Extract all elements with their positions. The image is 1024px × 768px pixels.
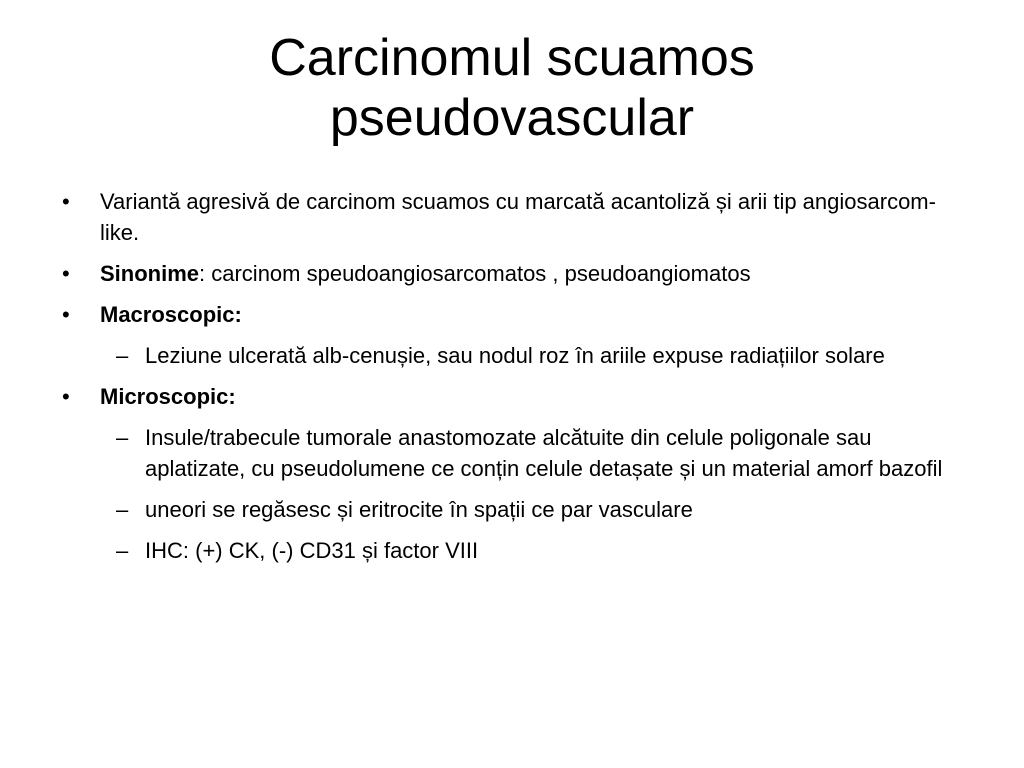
bullet-macroscopic: [60, 299, 960, 330]
slide-title-line2: pseudovascular: [329, 89, 695, 147]
sub-bullet-text: Leziune ulcerată alb-cenușie, sau nodul roz în ariile expuse radiațiilor solare: [145, 343, 885, 368]
sub-bullet-microscopic-2: [60, 494, 960, 525]
bullet-marker: •: [62, 261, 70, 286]
bullet-sinonime-text: : carcinom speudoangiosarcomatos , pseudoangiomatos: [199, 261, 751, 286]
dash-marker: –: [116, 497, 129, 522]
bullet-macroscopic-label: Macroscopic:: [100, 302, 242, 327]
sub-bullet-text: Insule/trabecule tumorale anastomozate alcătuite din celule poligonale sau aplatizate, cu pseudolumene ce conțin celule detașate și un material amorf bazofil: [145, 425, 943, 481]
bullet-sinonime: [60, 258, 960, 289]
bullet-marker: •: [62, 384, 70, 409]
dash-marker: –: [116, 425, 129, 450]
bullet-microscopic-label: Microscopic:: [100, 384, 236, 409]
sub-bullet-macroscopic-1: [60, 340, 960, 371]
dash-marker: –: [116, 538, 129, 563]
bullet-marker: •: [62, 302, 70, 327]
sub-bullet-text: IHC: (+) CK, (-) CD31 și factor VIII: [145, 538, 479, 563]
slide-content: [60, 186, 960, 576]
sub-bullet-microscopic-1: [60, 422, 960, 484]
slide-title-line1: Carcinomul scuamos: [269, 29, 755, 87]
slide-title: [60, 28, 964, 148]
bullet-variant: [60, 186, 960, 248]
sub-bullet-text: uneori se regăsesc și eritrocite în spații ce par vasculare: [145, 497, 693, 522]
bullet-sinonime-label: Sinonime: [100, 261, 200, 286]
sub-bullet-microscopic-3: [60, 535, 960, 566]
bullet-microscopic: [60, 381, 960, 412]
dash-marker: –: [116, 343, 129, 368]
bullet-variant-text: Variantă agresivă de carcinom scuamos cu marcată acantoliză și arii tip angiosarcom-like.: [100, 189, 936, 245]
bullet-marker: •: [62, 189, 70, 214]
